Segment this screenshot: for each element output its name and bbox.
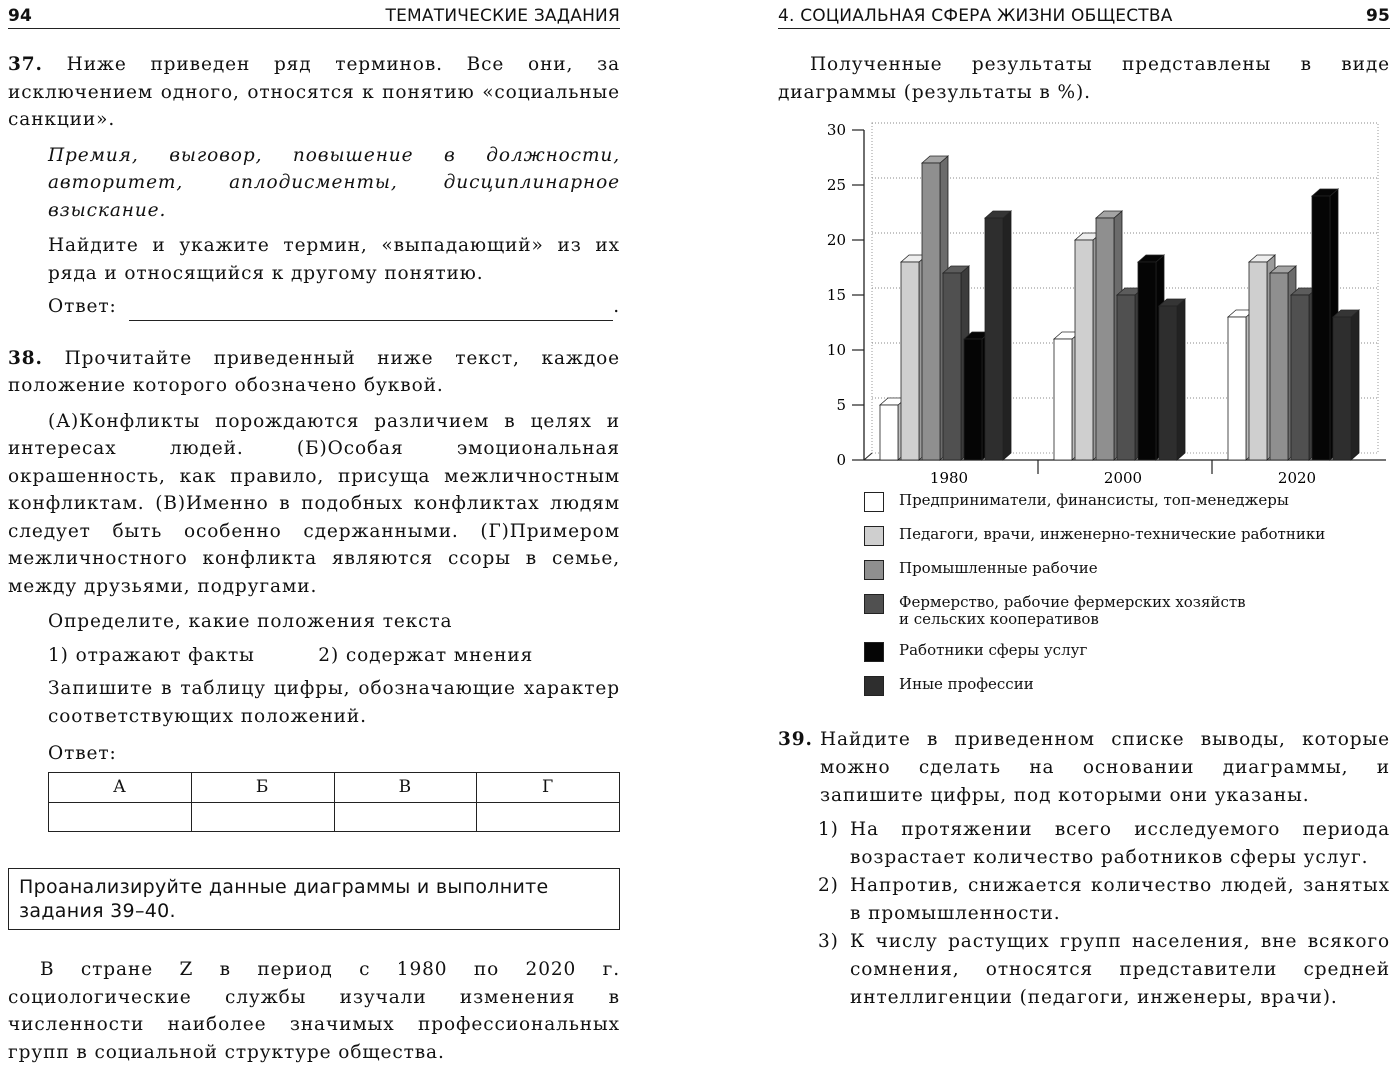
bar [1312, 196, 1330, 460]
bar [1228, 317, 1246, 460]
list-item-text: Напротив, снижается количество людей, занятых в промышленности. [850, 875, 1390, 924]
list-item [818, 872, 1390, 928]
chart-intro: В стране Z в период с 1980 по 2020 г. социологические службы изучали изменения в численности наиболее значимых профессиональных групп в социальной структуре общества. [8, 959, 620, 1063]
answer-table [48, 772, 620, 833]
question-number: 39. [778, 729, 813, 750]
question-37 [8, 51, 620, 321]
legend-item [864, 676, 1390, 696]
table-header-row [49, 772, 620, 803]
bar [922, 163, 940, 460]
options [48, 642, 620, 670]
question-number: 38. [8, 347, 43, 369]
question-number: 37. [8, 54, 43, 75]
list-item-text: На протяжении всего исследуемого периода возрастает количество работников сферы услуг. [850, 819, 1390, 868]
list-item-number: 2) [818, 875, 839, 896]
y-tick-label: 30 [826, 121, 846, 139]
table-header: Б [191, 772, 334, 803]
legend-swatch [864, 594, 884, 614]
conclusions-list [818, 816, 1390, 1012]
legend-label: Педагоги, врачи, инженерно-технические работники [899, 525, 1326, 543]
legend-item [864, 526, 1390, 546]
write-instruction: Запишите в таблицу цифры, обозначающие характер соответствующих положений. [48, 678, 620, 727]
answer-cell[interactable] [477, 803, 620, 832]
table-header: Г [477, 772, 620, 803]
answer-cell[interactable] [334, 803, 477, 832]
legend-item [864, 594, 1390, 628]
table-header: А [49, 772, 192, 803]
legend-label: Иные профессии [899, 675, 1034, 693]
legend-label: Работники сферы услуг [899, 641, 1088, 659]
list-item [818, 928, 1390, 1012]
bar [1138, 262, 1156, 460]
bar [880, 405, 898, 460]
chart-legend [864, 492, 1390, 696]
legend-swatch [864, 560, 884, 580]
page-number: 94 [8, 6, 33, 26]
bar [1096, 218, 1114, 460]
answer-label: Ответ: [48, 296, 117, 317]
bar-side [1177, 299, 1185, 460]
y-tick-label: 0 [836, 451, 846, 469]
running-title: 4. СОЦИАЛЬНАЯ СФЕРА ЖИЗНИ ОБЩЕСТВА [778, 6, 1173, 26]
x-tick-label: 2020 [1277, 469, 1317, 487]
bar [1249, 262, 1267, 460]
bar [1117, 295, 1135, 460]
table-header: В [334, 772, 477, 803]
source-text: (А)Конфликты порождаются различием в целях и интересах людей. (Б)Особая эмоциональная окрашенность, как правило, присуща межличностным конфликтам. (В)Именно в подобных конфликтах людям следует быть особенно сдержанными. (Г)Примером межличностного конфликта являются ссоры в семье, между друзьями, подругами. [8, 410, 620, 597]
question-39 [778, 726, 1390, 1012]
bar-side [1351, 310, 1359, 460]
question-text: Найдите в приведенном списке выводы, которые можно сделать на основании диаграммы, и запишите цифры, под которыми они указаны. [820, 729, 1390, 806]
bar [1270, 273, 1288, 460]
legend-item [864, 492, 1390, 512]
list-item-text: К числу растущих групп населения, вне всякого сомнения, относятся представители средней интеллигенции (педагоги, инженеры, врачи). [850, 931, 1390, 1008]
bar [1054, 339, 1072, 460]
legend-label: Фермерство, рабочие фермерских хозяйств и сельских кооперативов [899, 593, 1246, 628]
question-37-prompt [8, 51, 620, 134]
list-item-number: 1) [818, 819, 839, 840]
answer-cell[interactable] [49, 803, 192, 832]
legend-item [864, 642, 1390, 662]
page-header [778, 0, 1390, 29]
y-tick-label: 20 [826, 231, 846, 249]
page-number: 95 [1365, 6, 1390, 26]
determine-text: Определите, какие положения текста [48, 611, 453, 632]
y-tick-label: 25 [826, 176, 846, 194]
boxed-instruction: Проанализируйте данные диаграммы и выполните задания 39–40. [8, 868, 620, 930]
bar [943, 273, 961, 460]
x-tick-label: 1980 [929, 469, 969, 487]
bar [964, 339, 982, 460]
option-1: 1) отражают факты [48, 644, 255, 666]
y-tick-label: 10 [826, 341, 846, 359]
left-page [8, 0, 621, 1063]
y-tick-label: 15 [826, 286, 846, 304]
answer-line[interactable]: Ответ: . [48, 293, 620, 321]
page-header [8, 0, 620, 29]
legend-swatch [864, 676, 884, 696]
y-tick-label: 5 [836, 396, 846, 414]
legend-item [864, 560, 1390, 580]
bar [901, 262, 919, 460]
right-page [778, 0, 1390, 1048]
bar-chart [778, 112, 1390, 492]
legend-swatch [864, 642, 884, 662]
answer-blank[interactable] [129, 302, 614, 321]
question-38-prompt [8, 345, 620, 400]
results-text: Полученные результаты представлены в виде диаграммы (результаты в %). [778, 54, 1390, 103]
terms-list: Премия, выговор, повышение в должности, авторитет, аплодисменты, дисциплинарное взыскание. [48, 144, 620, 221]
option-2: 2) содержат мнения [318, 644, 534, 666]
question-text: Прочитайте приведенный ниже текст, каждое положение которого обозначено буквой. [8, 347, 621, 396]
legend-swatch [864, 526, 884, 546]
bar [1291, 295, 1309, 460]
table-answer-row [49, 803, 620, 832]
legend-label: Промышленные рабочие [899, 559, 1098, 577]
bar [1075, 240, 1093, 460]
list-item-number: 3) [818, 931, 839, 952]
question-text: Ниже приведен ряд терминов. Все они, за исключением одного, относятся к понятию «социальные санкции». [8, 54, 621, 130]
axis-corner [864, 453, 872, 460]
bar [1333, 317, 1351, 460]
bar-side [1003, 211, 1011, 460]
list-item [818, 816, 1390, 872]
x-tick-label: 2000 [1103, 469, 1143, 487]
bar [985, 218, 1003, 460]
legend-label: Предприниматели, финансисты, топ-менеджеры [899, 491, 1289, 509]
instruction: Найдите и укажите термин, «выпадающий» из их ряда и относящийся к другому понятию. [48, 235, 620, 284]
running-title: ТЕМАТИЧЕСКИЕ ЗАДАНИЯ [385, 6, 620, 26]
answer-label: Ответ: [48, 743, 117, 764]
bar [1159, 306, 1177, 460]
question-39-prompt [778, 726, 1390, 810]
answer-cell[interactable] [191, 803, 334, 832]
legend-swatch [864, 492, 884, 512]
question-38 [8, 345, 620, 833]
